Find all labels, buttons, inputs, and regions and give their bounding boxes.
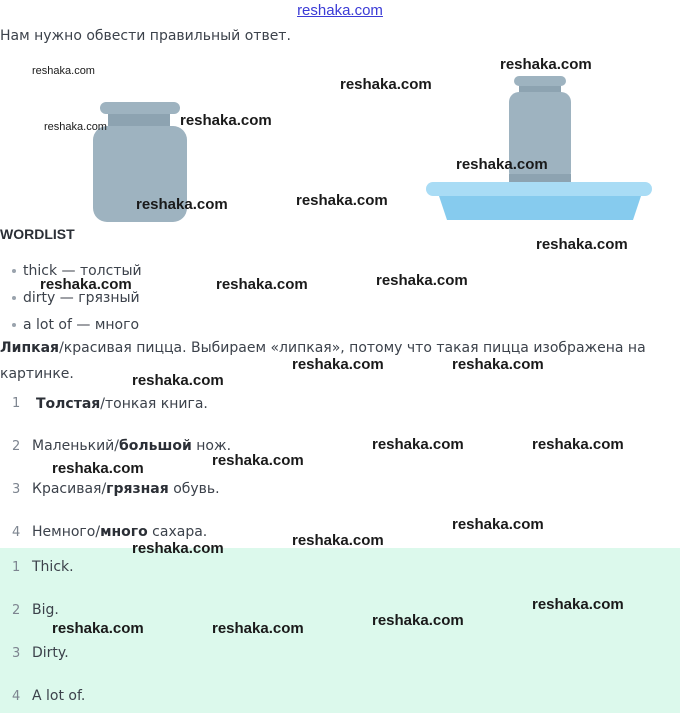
watermark: reshaka.com	[376, 272, 468, 289]
exercise-answer: грязная	[106, 481, 169, 497]
watermark: reshaka.com	[216, 276, 308, 293]
answer-number: 3	[12, 646, 21, 661]
exercise-answer: много	[100, 524, 148, 540]
watermark: reshaka.com	[532, 436, 624, 453]
site-link[interactable]: reshaka.com	[297, 2, 383, 19]
watermark: reshaka.com	[456, 156, 548, 173]
exercise-answer: большой	[119, 438, 192, 454]
answer-text: A lot of.	[32, 688, 86, 704]
watermark: reshaka.com	[180, 112, 272, 129]
watermark: reshaka.com	[452, 516, 544, 533]
wordlist-item-text: thick — толстый	[23, 263, 142, 279]
watermark: reshaka.com	[52, 460, 144, 477]
bullet-icon	[12, 296, 16, 300]
watermark: reshaka.com	[32, 65, 95, 77]
explanation-line: картинке.	[0, 366, 74, 382]
watermark: reshaka.com	[212, 452, 304, 469]
exercise-post: обувь.	[168, 481, 220, 497]
exercise-item	[36, 396, 208, 412]
exercise-answer: Толстая	[36, 396, 101, 412]
watermark: reshaka.com	[292, 356, 384, 373]
watermark: reshaka.com	[292, 532, 384, 549]
exercise-pre: Маленький/	[32, 438, 119, 454]
exercise-item	[32, 438, 231, 454]
exercise-post: нож.	[191, 438, 232, 454]
exercise-post: сахара.	[147, 524, 208, 540]
answer-number: 4	[12, 689, 21, 704]
exercise-number: 3	[12, 482, 21, 497]
exercise-pre: Красивая/	[32, 481, 107, 497]
answer-number: 2	[12, 603, 21, 618]
watermark: reshaka.com	[536, 236, 628, 253]
watermark: reshaka.com	[340, 76, 432, 93]
exercise-post: /тонкая книга.	[100, 396, 208, 412]
watermark: reshaka.com	[452, 356, 544, 373]
exercise-number: 4	[12, 525, 21, 540]
watermark: reshaka.com	[132, 540, 224, 557]
watermark: reshaka.com	[372, 612, 464, 629]
watermark: reshaka.com	[500, 56, 592, 73]
exercise-number: 1	[12, 396, 21, 411]
explanation-bold: Липкая	[0, 340, 60, 356]
answer-text: Big.	[32, 602, 59, 618]
explanation-line	[0, 340, 646, 356]
exercise-item	[32, 481, 220, 497]
answer-number: 1	[12, 560, 21, 575]
task-instruction: Нам нужно обвести правильный ответ.	[0, 28, 291, 44]
watermark: reshaka.com	[40, 276, 132, 293]
watermark: reshaka.com	[296, 192, 388, 209]
watermark: reshaka.com	[372, 436, 464, 453]
watermark: reshaka.com	[52, 620, 144, 637]
exercise-pre: Немного/	[32, 524, 101, 540]
bullet-icon	[12, 269, 16, 273]
answer-text: Thick.	[32, 559, 74, 575]
watermark: reshaka.com	[132, 372, 224, 389]
bullet-icon	[12, 323, 16, 327]
exercise-item	[32, 524, 207, 540]
answer-text: Dirty.	[32, 645, 69, 661]
wordlist-item-text: a lot of — много	[23, 317, 140, 333]
explanation-text: /красивая пицца. Выбираем «липкая», потому что такая пицца изображена на	[59, 340, 646, 356]
watermark: reshaka.com	[44, 121, 107, 133]
weight-on-dish-illustration	[425, 74, 655, 224]
wordlist-item-text: dirty — грязный	[23, 290, 140, 306]
exercise-number: 2	[12, 439, 21, 454]
watermark: reshaka.com	[212, 620, 304, 637]
wordlist-item	[12, 317, 139, 333]
watermark: reshaka.com	[532, 596, 624, 613]
wordlist-heading: WORDLIST	[0, 226, 75, 242]
watermark: reshaka.com	[136, 196, 228, 213]
